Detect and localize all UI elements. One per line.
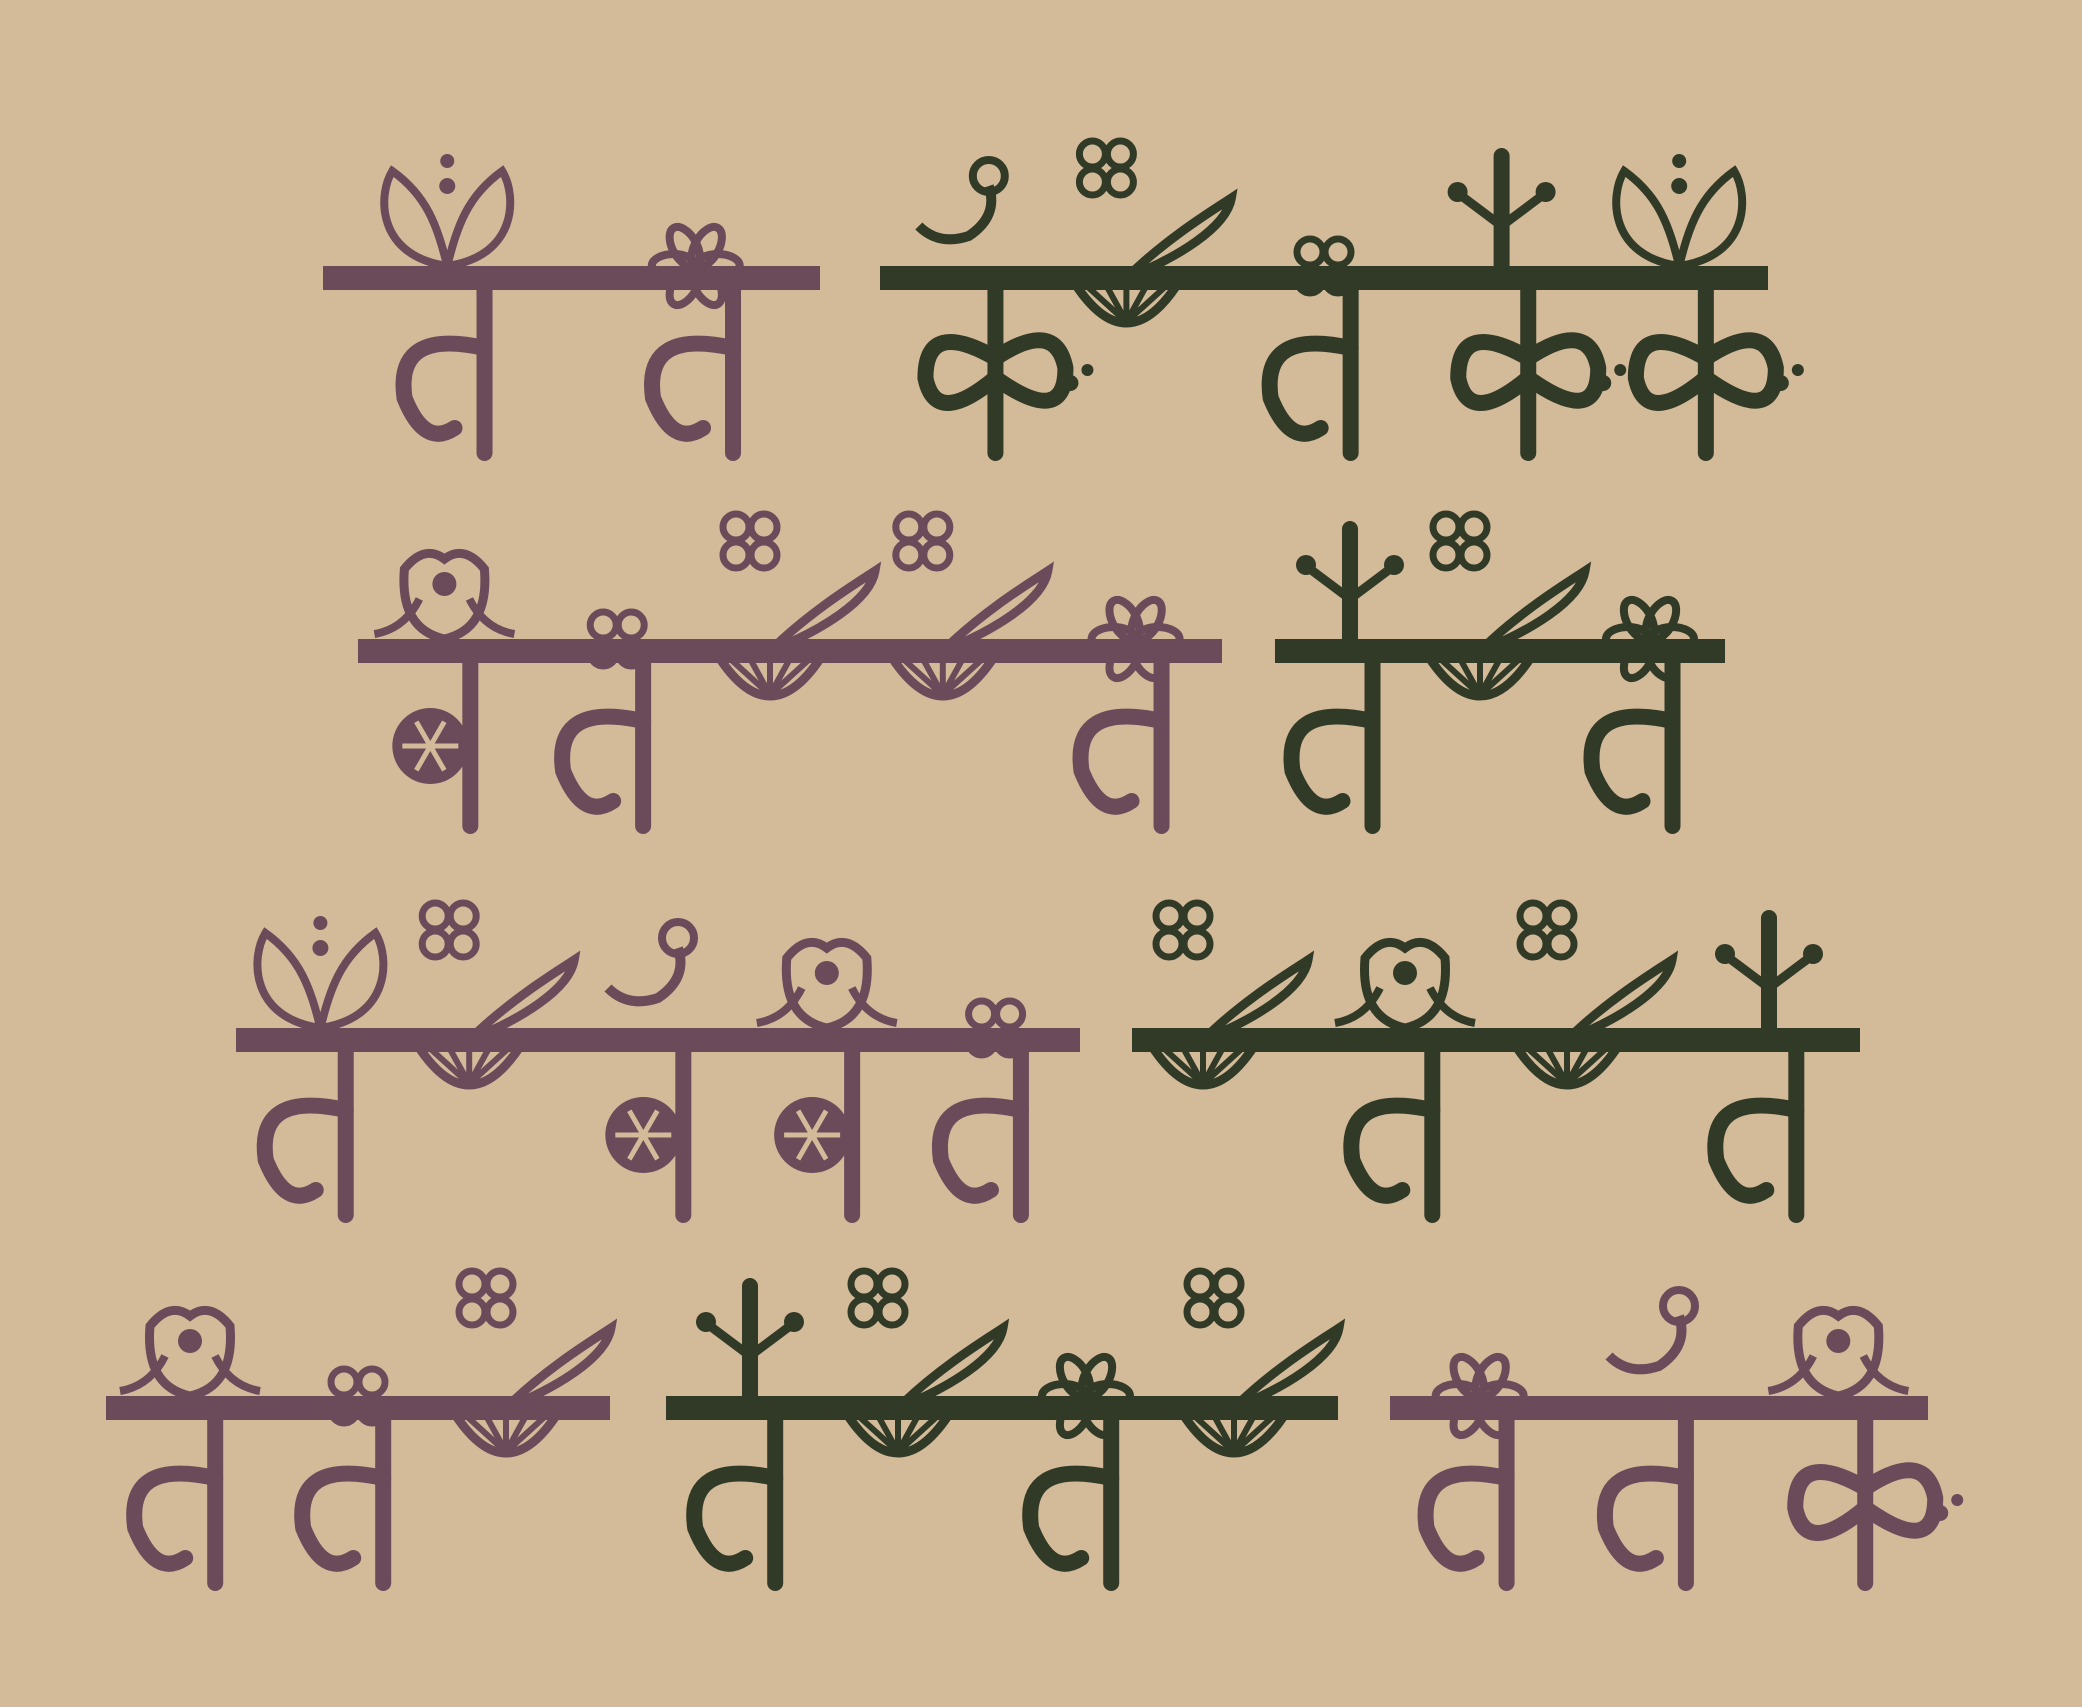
nukta-dot	[1081, 364, 1093, 376]
shirorekha-bar	[323, 266, 820, 290]
bud-dot	[1672, 154, 1686, 168]
sprig-bud	[1715, 944, 1735, 964]
sprig-bud	[1803, 944, 1823, 964]
flower-center	[1643, 632, 1657, 646]
bud-dot	[1671, 178, 1687, 194]
nukta-dot	[1614, 364, 1626, 376]
nukta-dot	[1595, 375, 1611, 391]
bud-dot	[312, 940, 328, 956]
flower-center	[1079, 1389, 1093, 1403]
flower-center	[1473, 1389, 1487, 1403]
nukta-dot	[1062, 375, 1078, 391]
flower-center	[1129, 632, 1143, 646]
sprig-bud	[1536, 182, 1556, 202]
sprig-bud	[696, 1312, 716, 1332]
bud-dot	[313, 916, 327, 930]
nukta-dot	[1951, 1494, 1963, 1506]
sprig-bud	[1448, 182, 1468, 202]
sprig-bud	[784, 1312, 804, 1332]
rose-center	[432, 572, 456, 596]
bud-dot	[440, 154, 454, 168]
nukta-dot	[1773, 375, 1789, 391]
bud-dot	[439, 178, 455, 194]
rose-center	[1826, 1329, 1850, 1353]
sprig-bud	[1296, 555, 1316, 575]
rose-center	[815, 961, 839, 985]
rose-center	[178, 1329, 202, 1353]
rose-center	[1393, 961, 1417, 985]
nukta-dot	[1932, 1505, 1948, 1521]
shirorekha-bar	[236, 1028, 1080, 1052]
flower-center	[689, 259, 703, 273]
sprig-bud	[1384, 555, 1404, 575]
nukta-dot	[1792, 364, 1804, 376]
